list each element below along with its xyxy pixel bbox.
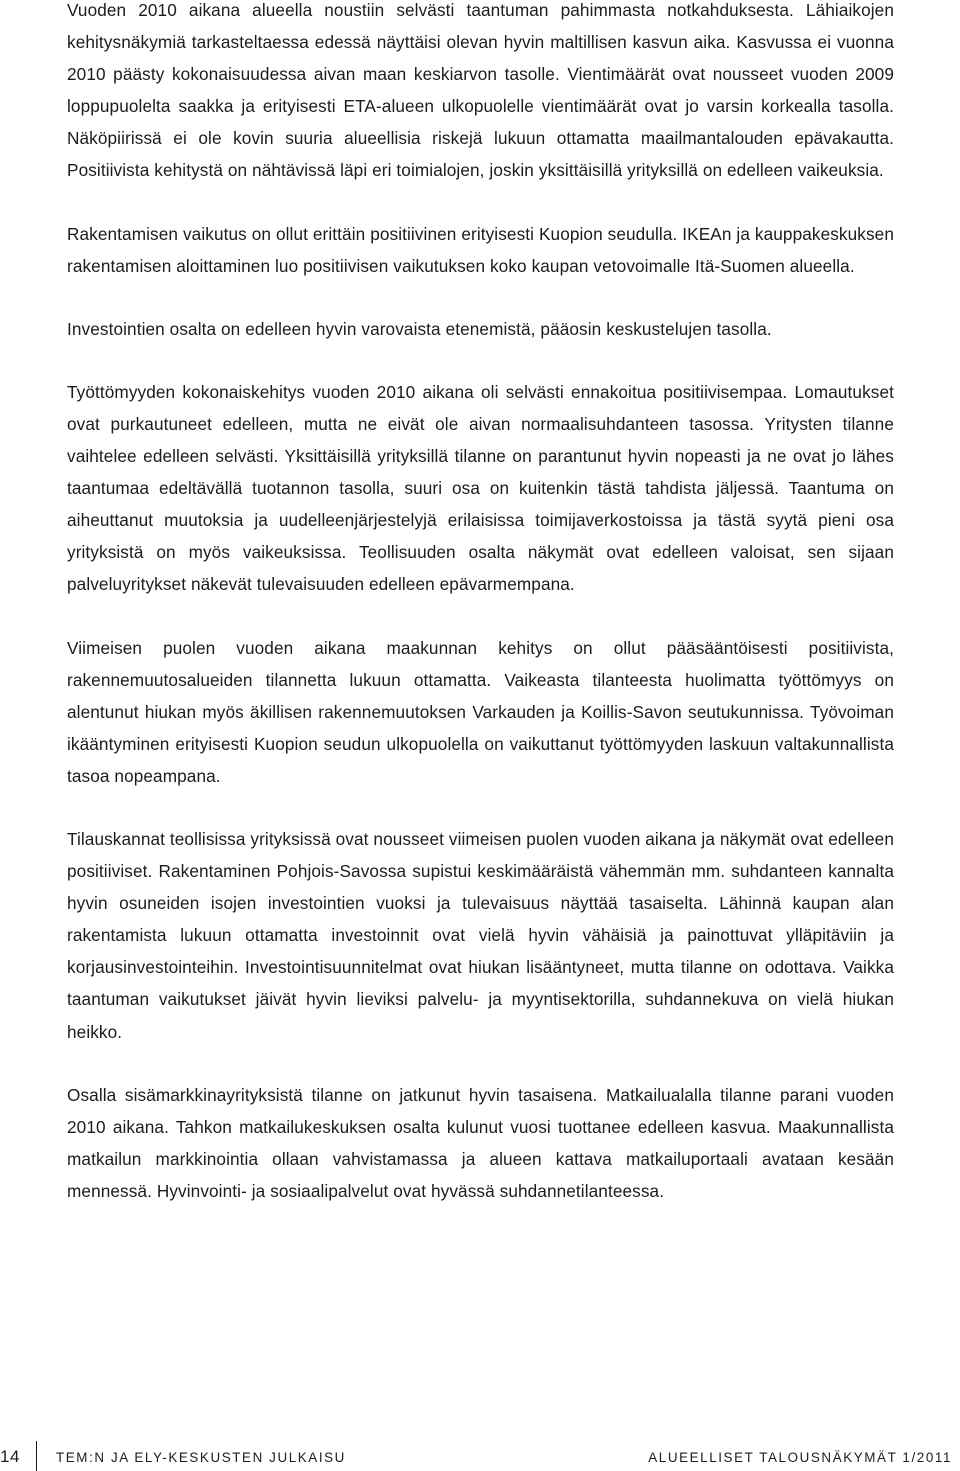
paragraph-4: Työttömyyden kokonaiskehitys vuoden 2010 aikana oli selvästi ennakoitua positiivisempaa. Lomautukset ovat purkautuneet edelleen, mutta ne eivät ole aivan normaalisuhdanteen tasossa. Yritysten tilanne vaihtelee edelleen selvästi. Yksittäisillä yrityksillä tilanne on parantunut hyvin nopeasti ja ne ovat jo lähes taantumaa edeltävällä tuotannon tasolla, suuri osa on kuitenkin tästä tahdista jäljessä. Taantuma on aiheuttanut muutoksia ja uudelleenjärjestelyjä erilaisissa toimijaverkostoissa ja tästä syytä pieni osa yrityksistä on myös vaikeuksissa. Teollisuuden osalta näkymät ovat edelleen valoisat, sen sijaan palveluyritykset näkevät tulevaisuuden edelleen epävarmempana. — [67, 381, 894, 595]
footer-divider — [36, 1441, 37, 1471]
paragraph-3: Investointien osalta on edelleen hyvin varovaista etenemistä, pääosin keskustelujen tasolla. — [67, 318, 772, 339]
paragraph-6: Tilauskannat teollisissa yrityksissä ovat nousseet viimeisen puolen vuoden aikana ja näkymät ovat edelleen positiiviset. Rakentaminen Pohjois-Savossa supistui keskimääräistä vähemmän mm. suhdanteen kannalta hyvin osuneiden isojen investointien vuoksi ja tulevaisuus näyttää tasaiselta. Lähinnä kaupan alan rakentamista lukuun ottamatta investoinnit ovat vielä hyvin vähäisiä ja painottuvat ylläpitäviin ja korjausinvestointeihin. Investointisuunnitelmat ovat hiukan lisääntyneet, mutta tilanne on odottava. Vaikka taantuman vaikutukset jäivät hyvin lieviksi palvelu- ja myyntisektorilla, suhdannekuva on vielä hiukan heikko. — [67, 828, 894, 1042]
publication-title: ALUEELLISET TALOUSNÄKYMÄT 1/2011 — [648, 1450, 952, 1465]
paragraph-7: Osalla sisämarkkinayrityksistä tilanne on jatkunut hyvin tasaisena. Matkailualalla tilanne parani vuoden 2010 aikana. Tahkon matkailukeskuksen osalta kulunut vuosi tuottanee edelleen kasvua. Maakunnallista matkailun markkinointia ollaan vahvistamassa ja alueen kattava matkailuportaali avataan kesään mennessä. Hyvinvointi- ja sosiaalipalvelut ovat hyvässä suhdannetilanteessa. — [67, 1084, 894, 1201]
paragraph-2: Rakentamisen vaikutus on ollut erittäin positiivinen erityisesti Kuopion seudulla. IKEAn ja kauppakeskuksen rakentamisen aloittaminen luo positiivisen vaikutuksen koko kaupan vetovoimalle Itä-Suomen alueella. — [67, 223, 894, 276]
article-body — [67, 0, 894, 1207]
page-footer — [0, 1449, 960, 1471]
page-number: 14 — [0, 1447, 20, 1466]
paragraph-1: Vuoden 2010 aikana alueella noustiin selvästi taantuman pahimmasta notkahduksesta. Lähiaikojen kehitysnäkymiä tarkasteltaessa edessä näyttäisi olevan hyvin maltillisen kasvun aika. Kasvussa ei vuonna 2010 päästy kokonaisuudessa aivan maan keskiarvon tasolle. Vientimäärät ovat nousseet vuoden 2009 loppupuolelta saakka ja erityisesti ETA-alueen ulkopuolelle vientimäärät ovat jo varsin korkealla tasolla. Näköpiirissä ei ole kovin suuria alueellisia riskejä lukuun ottamatta maailmantalouden epävakautta. Positiivista kehitystä on nähtävissä läpi eri toimialojen, joskin yksittäisillä yrityksillä on edelleen vaikeuksia. — [67, 0, 894, 181]
paragraph-5: Viimeisen puolen vuoden aikana maakunnan kehitys on ollut pääsääntöisesti positiivista, rakennemuutosalueiden tilannetta lukuun ottamatta. Vaikeasta tilanteesta huolimatta työttömyys on alentunut hiukan myös äkillisen rakennemuutoksen Varkauden ja Koillis-Savon seutukunnissa. Työvoiman ikääntyminen erityisesti Kuopion seudun ulkopuolella on vaikuttanut työttömyyden laskuun valtakunnallista tasoa nopeampana. — [67, 637, 894, 786]
publication-series: TEM:N JA ELY-KESKUSTEN JULKAISU — [56, 1450, 346, 1465]
